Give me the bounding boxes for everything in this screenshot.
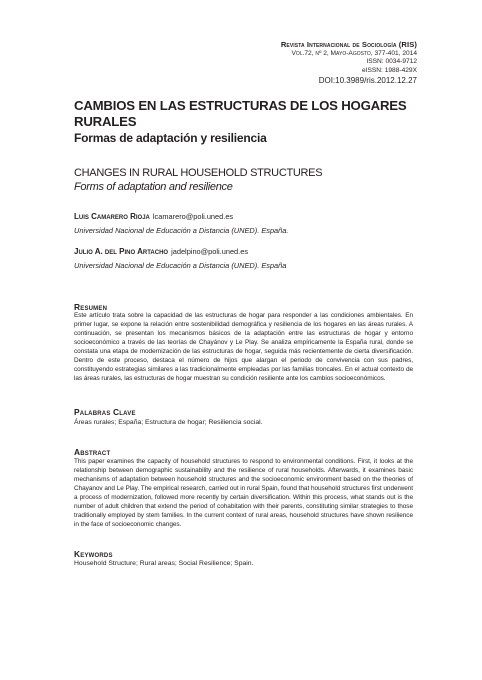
author-email[interactable]: jadelpino@poli.uned.es [171,247,249,256]
palabras-clave-text: Áreas rurales; España; Estructura de hogar; Resiliencia social. [74,419,263,426]
eissn: eISSN: 1988-429X [362,66,417,74]
journal-name: Revista Internacional de Sociología (RIS) [280,40,417,49]
author-affiliation: Universidad Nacional de Educación a Distancia (UNED). España [74,261,287,270]
subtitle-spanish: Formas de adaptación y resiliencia [74,131,267,145]
author-1 [74,212,413,222]
palabras-clave-heading: Palabras Clave [74,407,136,417]
author-2 [74,247,413,257]
resumen-text: Este artículo trata sobre la capacidad de las estructuras de hogar para responder a las condiciones ambientales. En primer lugar, se expone la relación entre sostenibilidad demográfica y resiliencia de los hogares en las áreas rurales. A continuación, se presentan los mecanismos básicos de la adaptación entre las estructuras de hogar y entorno socioeconómico a través de las teorías de Chayánov y Le Play. Se analiza empíricamente la España rural, donde se constata una etapa de modernización de las estructuras de hogar, seguida más recientemente de cierta diversificación. Dentro de este proceso, destaca el número de hijos que alargan el periodo de convivencia con sus padres, constituyendo estrategias similares a las tradicionalmente empleadas por las familias troncales. En el actual contexto de las áreas rurales, las estructuras de hogar muestran su condición resiliente ante los cambios socioeconómicos. [74,312,413,383]
author-email[interactable]: lcamarero@poli.uned.es [152,212,234,221]
issn: ISSN: 0034-9712 [366,58,417,66]
volume-info: Vol.72, nº 2, Mayo-Agosto, 377-401, 2014 [291,50,417,57]
author-name: Luis Camarero Rioja [74,212,150,221]
author-name: Julio A. del Pino Artacho [74,247,169,256]
author-affiliation: Universidad Nacional de Educación a Distancia (UNED). España. [74,226,289,235]
keywords-heading: Keywords [74,549,113,559]
title-spanish: CAMBIOS EN LAS ESTRUCTURAS DE LOS HOGARES RURALES [74,98,407,129]
journal-header [117,40,417,86]
subtitle-english: Forms of adaptation and resilience [74,181,233,193]
abstract-text: This paper examines the capacity of household structures to respond to environmental conditions. First, it looks at the relationship between demographic sustainability and the resilience of rural households. Afterwards, it examines basic mechanisms of adaptation between household structures and the socioeconomic environment based on the theories of Chayanov and Le Play. The empirical research, carried out in rural Spain, found that household structures first underwent a process of modernization, followed more recently by certain diversification. Within this process, what stands out is the number of adult children that extend the period of cohabitation with their parents, constituting similar strategies to those traditionally employed by stem families. In the current context of rural areas, household structures have shown resilience in the face of socioeconomic changes. [74,458,413,529]
abstract-heading: Abstract [74,447,111,457]
resumen-heading: Resumen [74,302,108,312]
keywords-text: Household Structure; Rural areas; Social Resilience; Spain. [74,560,254,567]
title-english: CHANGES IN RURAL HOUSEHOLD STRUCTURES [74,167,323,179]
doi: DOI:10.3989/ris.2012.12.27 [318,76,417,86]
